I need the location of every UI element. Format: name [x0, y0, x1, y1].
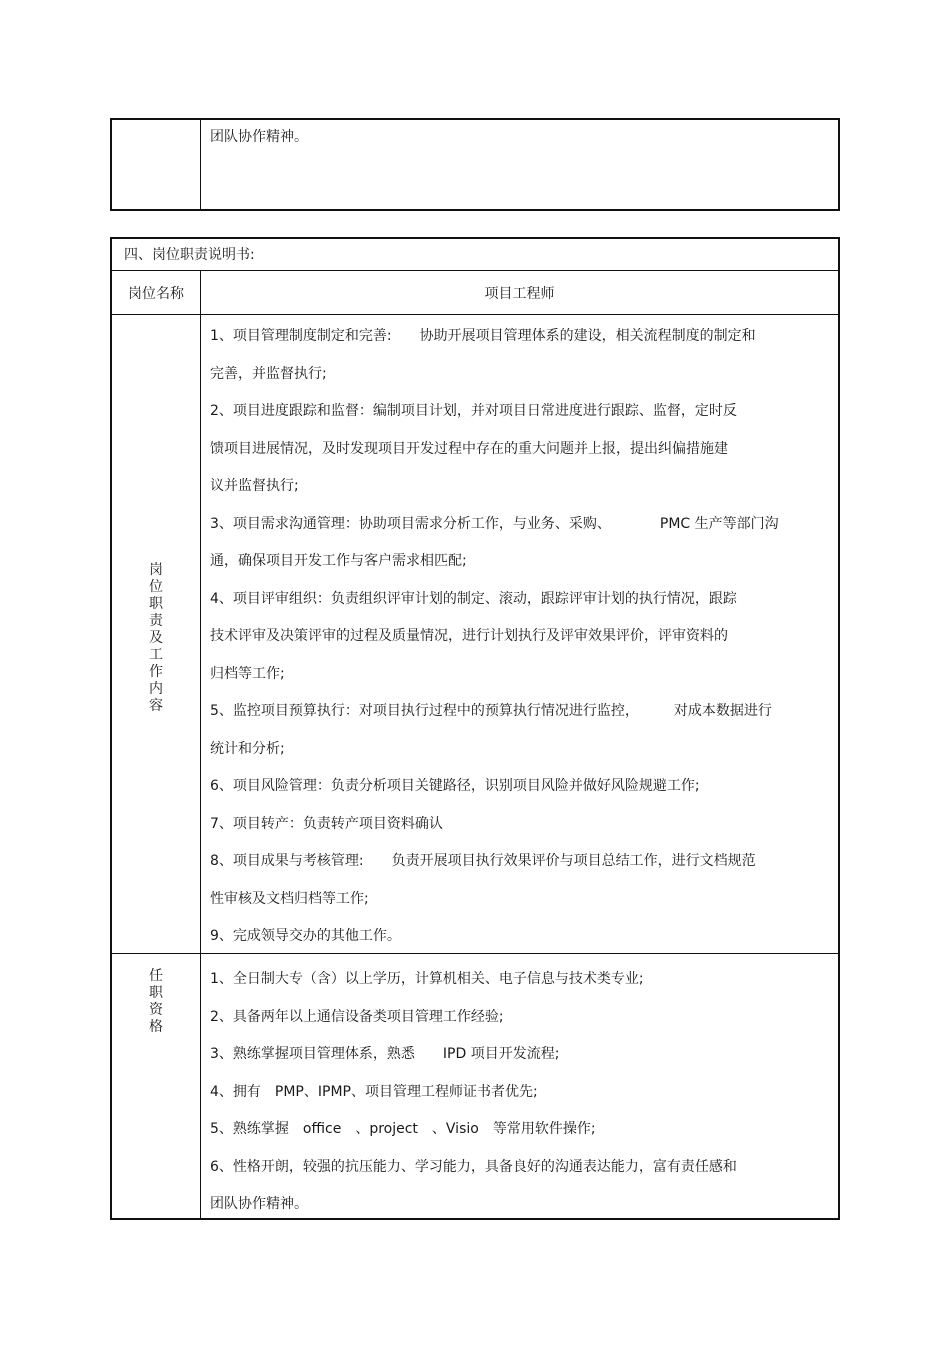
qualification-line: 团队协作精神。 [210, 1196, 308, 1212]
duty-line: 归档等工作; [210, 665, 285, 682]
position-value: 项目工程师 [484, 286, 555, 302]
duty-line: 6、项目风险管理：负责分析项目关键路径，识别项目风险并做好风险规避工作; [210, 778, 700, 794]
row-divider [112, 314, 838, 315]
row-divider [112, 953, 838, 954]
job-description-table [110, 237, 840, 1220]
duty-line: 7、项目转产：负责转产项目资料确认 [210, 815, 443, 832]
duty-line: 完善，并监督执行; [210, 365, 327, 382]
section-header: 四、岗位职责说明书: [124, 247, 255, 263]
qualification-line: 4、拥有 PMP、IPMP、项目管理工程师证书者优先; [210, 1083, 538, 1100]
duty-line: 统计和分析; [210, 740, 285, 757]
column-divider [200, 271, 201, 1218]
column-divider [200, 120, 201, 209]
qualification-line: 5、熟练掌握 office 、project 、Visio 等常用软件操作; [210, 1121, 596, 1137]
duty-line: 4、项目评审组织：负责组织评审计划的制定、滚动，跟踪评审计划的执行情况，跟踪 [210, 590, 737, 607]
duty-line: 技术评审及决策评审的过程及质量情况，进行计划执行及评审效果评价，评审资料的 [210, 628, 728, 644]
duty-line: 9、完成领导交办的其他工作。 [210, 928, 401, 944]
qualification-line: 3、熟练掌握项目管理体系，熟悉 IPD 项目开发流程; [210, 1046, 560, 1062]
qualification-line: 1、全日制大专（含）以上学历，计算机相关、电子信息与技术类专业; [210, 971, 644, 987]
position-label: 岗位名称 [128, 286, 184, 302]
duty-line: 1、项目管理制度制定和完善: 协助开展项目管理体系的建设，相关流程制度的制定和 [210, 328, 756, 344]
duty-line: 3、项目需求沟通管理：协助项目需求分析工作，与业务、采购、 PMC 生产等部门沟 [210, 515, 779, 532]
duty-line: 议并监督执行; [210, 478, 299, 494]
qualification-line: 2、具备两年以上通信设备类项目管理工作经验; [210, 1008, 504, 1025]
duty-line: 5、监控项目预算执行：对项目执行过程中的预算执行情况进行监控， 对成本数据进行 [210, 703, 772, 719]
duties-label: 岗位职责及工作内容 [149, 562, 163, 714]
continued-text: 团队协作精神。 [210, 129, 308, 145]
duty-line: 2、项目进度跟踪和监督：编制项目计划，并对项目日常进度进行跟踪、监督，定时反 [210, 403, 737, 419]
qualification-line: 6、性格开朗，较强的抗压能力、学习能力，具备良好的沟通表达能力，富有责任感和 [210, 1158, 737, 1175]
duty-line: 8、项目成果与考核管理: 负责开展项目执行效果评价与项目总结工作，进行文档规范 [210, 853, 756, 869]
duty-line: 馈项目进展情况，及时发现项目开发过程中存在的重大问题并上报，提出纠偏措施建 [210, 440, 728, 457]
duty-line: 通，确保项目开发工作与客户需求相匹配; [210, 553, 467, 569]
duty-line: 性审核及文档归档等工作; [210, 890, 369, 907]
row-divider [112, 270, 838, 271]
qualifications-label: 任职资格 [149, 968, 163, 1035]
continued-table [110, 118, 840, 211]
